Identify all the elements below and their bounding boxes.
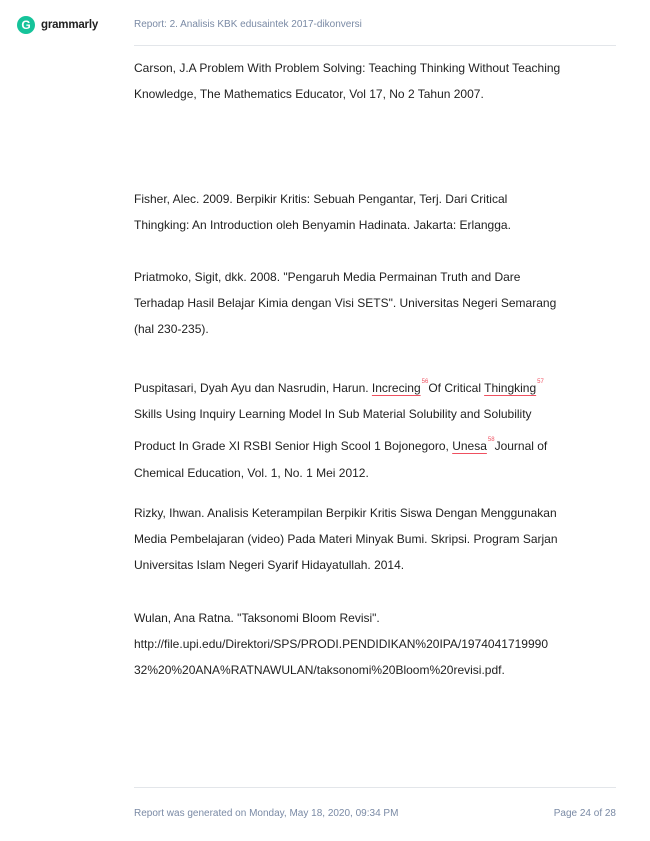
header-divider (134, 45, 616, 46)
issue-number-56: 56 (421, 379, 429, 385)
reference-line: Rizky, Ihwan. Analisis Keterampilan Berpikir Kritis Siswa Dengan Menggunakan (134, 506, 557, 520)
reference-wulan (134, 605, 616, 684)
reference-line: Fisher, Alec. 2009. Berpikir Kritis: Sebuah Pengantar, Terj. Dari Critical (134, 192, 508, 206)
reference-line: Chemical Education, Vol. 1, No. 1 Mei 2012. (134, 465, 369, 480)
brand-name: grammarly (41, 19, 99, 31)
issue-underline-57[interactable]: Thingking (484, 381, 537, 395)
issue-number-57: 57 (537, 379, 544, 385)
issue-underline-56[interactable]: Increcing (371, 381, 421, 395)
issue-underline-58[interactable]: Unesa (452, 439, 487, 454)
report-generated-date: Report was generated on Monday, May 18, 2020, 09:34 PM (134, 808, 399, 819)
reference-link-line: http://file.upi.edu/Direktori/SPS/PRODI.PENDIDIKAN%20IPA/1974041719990 (134, 637, 548, 652)
footer-divider (134, 787, 616, 788)
reference-line: (hal 230-235). (134, 322, 209, 337)
reference-link-line: 32%20%20ANA%RATNAWULAN/taksonomi%20Bloom%20revisi.pdf. (134, 663, 505, 678)
report-title: Report: 2. Analisis KBK edusaintek 2017-dikonversi (134, 19, 362, 30)
reference-line: Priatmoko, Sigit, dkk. 2008. "Pengaruh Media Permainan Truth and Dare (134, 270, 521, 284)
reference-line: Carson, J.A Problem With Problem Solving: Teaching Thinking Without Teaching (134, 61, 561, 75)
reference-line: Product In Grade XI RSBI Senior High Scool 1 Bojonegoro, Unesa$^{58}$Journal of (134, 437, 548, 454)
reference-puspitasari (134, 369, 616, 486)
reference-line: Terhadap Hasil Belajar Kimia dengan Visi SETS". Universitas Negeri Semarang (134, 296, 557, 311)
reference-line: Skills Using Inquiry Learning Model In Sub Material Solubility and Solubility (134, 407, 532, 422)
page-number: Page 24 of 28 (553, 808, 616, 819)
reference-priatmoko (134, 264, 616, 343)
reference-line: Puspitasari, Dyah Ayu dan Nasrudin, Harun. Increcing$^{56}$Of Critical Thingking$^{57}$ (134, 379, 544, 395)
reference-line: Thingking: An Introduction oleh Benyamin Hadinata. Jakarta: Erlangga. (134, 218, 511, 233)
grammarly-g-icon: G (17, 16, 35, 34)
reference-line: Universitas Islam Negeri Syarif Hidayatullah. 2014. (134, 558, 405, 573)
grammarly-logo (17, 16, 98, 34)
reference-carson (134, 55, 616, 107)
reference-line: Media Pembelajaran (video) Pada Materi Minyak Bumi. Skripsi. Program Sarjan (134, 532, 558, 547)
reference-fisher (134, 186, 616, 238)
reference-rizky (134, 500, 616, 579)
reference-line: Wulan, Ana Ratna. "Taksonomi Bloom Revisi". (134, 611, 380, 625)
reference-line: Knowledge, The Mathematics Educator, Vol 17, No 2 Tahun 2007. (134, 87, 484, 102)
issue-number-58: 58 (487, 437, 495, 444)
